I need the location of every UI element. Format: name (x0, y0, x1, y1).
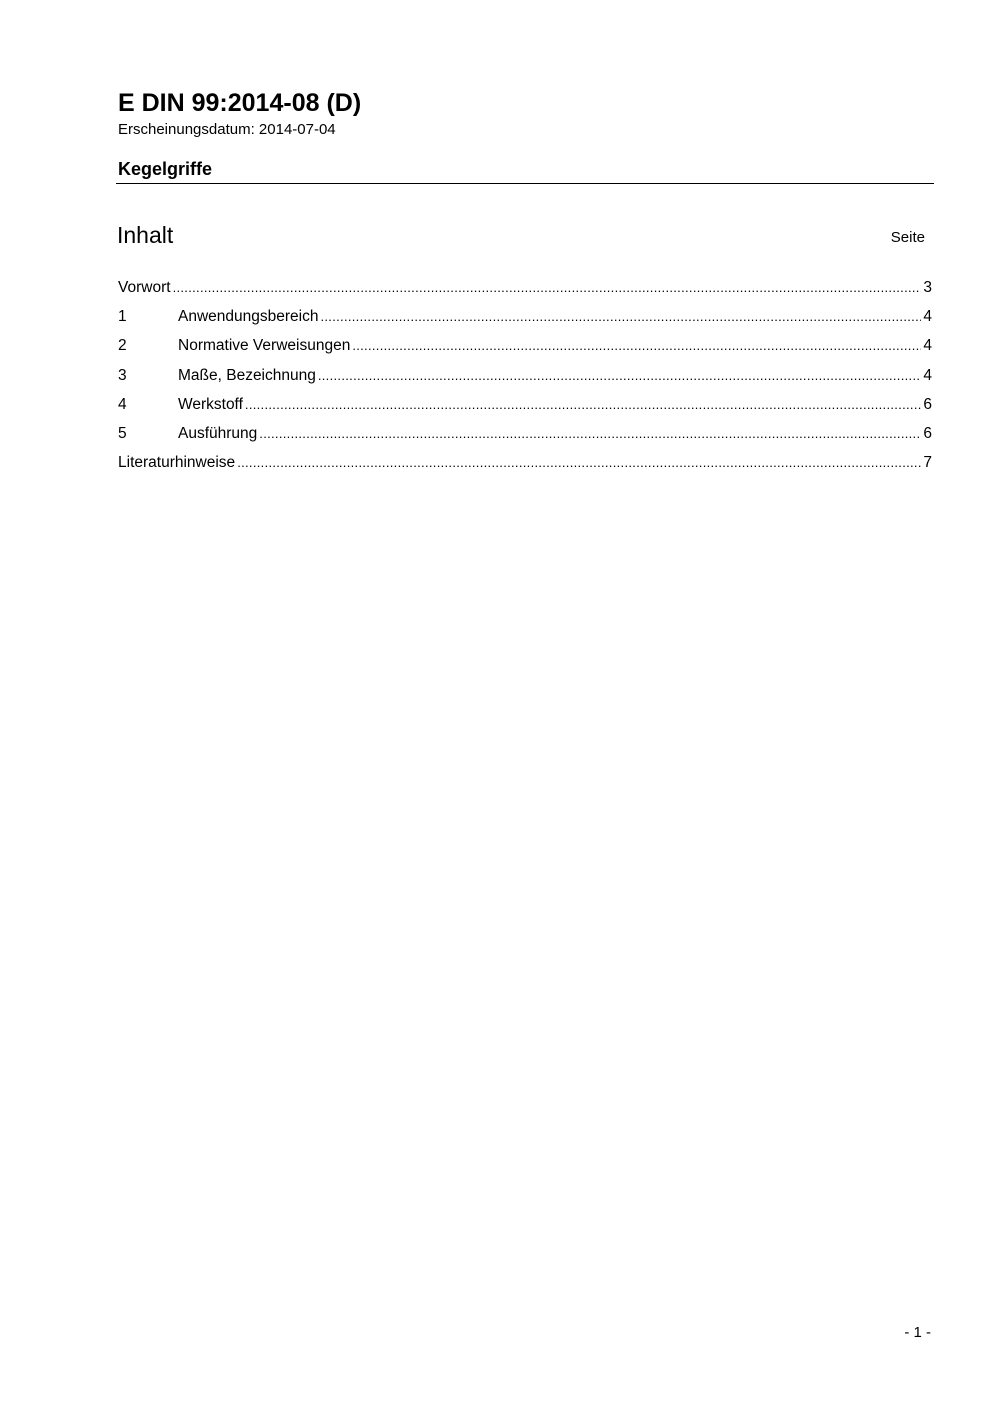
publication-date: Erscheinungsdatum: 2014-07-04 (118, 121, 336, 138)
toc-dot-leader (320, 307, 921, 327)
toc-dot-leader (318, 366, 922, 386)
toc-entry-label: Literaturhinweise (118, 454, 236, 472)
table-of-contents (118, 278, 932, 482)
toc-entry-page: 6 (923, 424, 932, 442)
toc-dot-leader (237, 453, 921, 473)
toc-entry-label: Normative Verweisungen (178, 337, 351, 355)
toc-entry-page: 4 (923, 308, 932, 326)
toc-entry-number: 4 (118, 395, 127, 413)
toc-entry-number: 1 (118, 308, 127, 326)
toc-dot-leader (352, 336, 921, 356)
document-subject: Kegelgriffe (118, 159, 213, 179)
toc-entry-page: 3 (923, 279, 932, 296)
toc-entry-masse-bezeichnung[interactable] (118, 366, 932, 395)
toc-dot-leader (245, 395, 921, 415)
toc-entry-page: 4 (923, 366, 932, 384)
toc-entry-page: 6 (923, 395, 932, 413)
toc-entry-vorwort[interactable] (118, 278, 932, 307)
toc-dot-leader (259, 424, 921, 444)
document-title: E DIN 99:2014-08 (D) (118, 89, 362, 117)
page-number: - 1 - (904, 1324, 931, 1341)
toc-entry-label: Ausführung (178, 424, 258, 442)
toc-entry-number: 2 (118, 337, 127, 355)
toc-entry-ausfuehrung[interactable] (118, 424, 932, 453)
toc-entry-page: 7 (923, 454, 932, 472)
toc-page-column-label: Seite (890, 229, 925, 246)
toc-entry-number: 5 (118, 424, 127, 442)
toc-entry-label: Werkstoff (178, 395, 243, 413)
toc-entry-label: Maße, Bezeichnung (178, 366, 316, 384)
toc-entry-werkstoff[interactable] (118, 395, 932, 424)
title-divider (116, 183, 934, 184)
toc-entry-page: 4 (923, 337, 932, 355)
toc-entry-anwendungsbereich[interactable] (118, 307, 932, 336)
toc-entry-normative-verweisungen[interactable] (118, 336, 932, 365)
toc-entry-label: Vorwort (118, 279, 171, 296)
toc-entry-number: 3 (118, 366, 127, 384)
toc-entry-label: Anwendungsbereich (178, 308, 319, 326)
toc-entry-literaturhinweise[interactable] (118, 453, 932, 482)
toc-heading: Inhalt (117, 222, 174, 248)
toc-dot-leader (173, 278, 922, 298)
